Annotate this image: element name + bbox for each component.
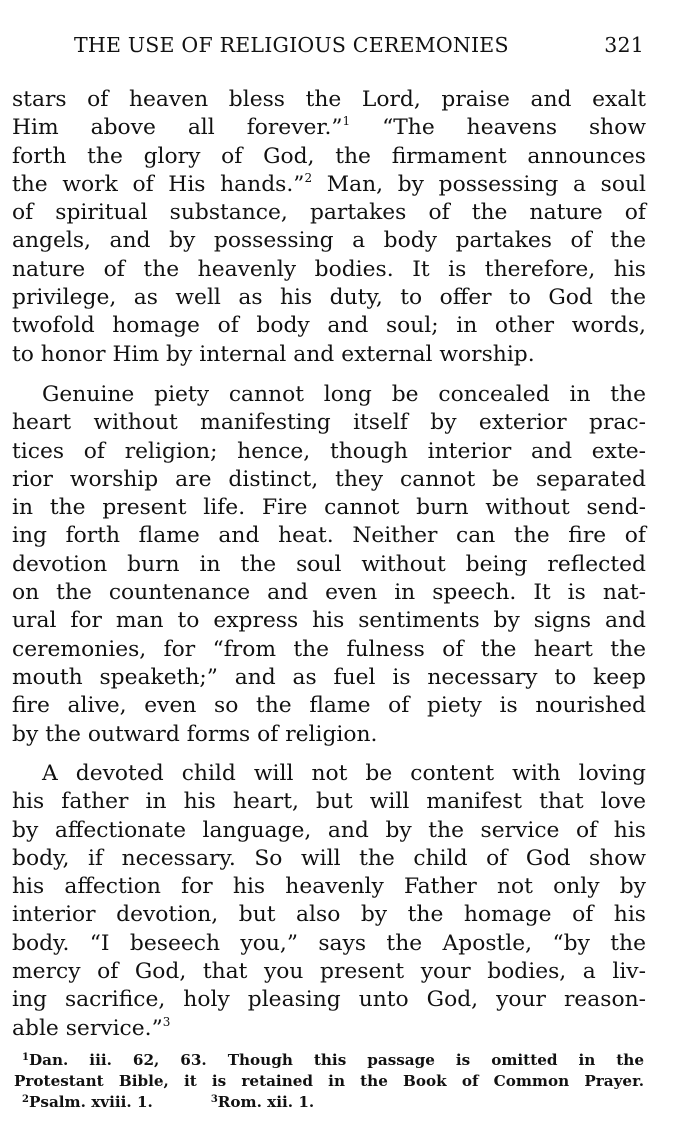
text-line bbox=[12, 114, 646, 142]
text-line: body, if necessary. So will the child of God show bbox=[12, 845, 646, 871]
footnote-2-3 bbox=[14, 1092, 644, 1113]
text-line: privilege, as well as his duty, to offer to God the bbox=[12, 285, 646, 311]
footnote-marker: 3 bbox=[210, 1094, 218, 1105]
text-line: Genuine piety cannot long be concealed in the bbox=[42, 382, 646, 407]
text-line: stars of heaven bless the Lord, praise and exalt bbox=[12, 87, 646, 112]
text-line: ural for man to express his sentiments by signs and bbox=[12, 608, 646, 634]
text-line: to honor Him by internal and external worship. bbox=[12, 341, 535, 367]
text-line: devotion burn in the soul without being reflected bbox=[12, 551, 646, 577]
paragraph-1 bbox=[12, 86, 646, 369]
text-span: the work of His hands.” bbox=[12, 171, 305, 197]
paragraph-3 bbox=[12, 760, 646, 1043]
footnotes bbox=[14, 1050, 644, 1113]
footnote-ref-1: 1 bbox=[342, 114, 351, 129]
chapter-title: THE USE OF RELIGIOUS CEREMONIES bbox=[74, 33, 509, 57]
footnote-ref-3: 3 bbox=[162, 1014, 171, 1029]
text-line: by affectionate language, and by the service of his bbox=[12, 817, 646, 843]
footnote-text: Rom. xii. 1. bbox=[217, 1093, 315, 1111]
text-line: ing sacrifice, holy pleasing unto God, your reason- bbox=[12, 987, 646, 1013]
text-line: his father in his heart, but will manifest that love bbox=[12, 789, 646, 815]
text-line: A devoted child will not be content with loving bbox=[42, 761, 646, 786]
text-span: “The heavens show bbox=[382, 115, 646, 141]
footnote-text: Dan. iii. 62, 63. Though this passage is omitted in the bbox=[28, 1051, 644, 1069]
footnote-marker: 1 bbox=[22, 1052, 29, 1063]
text-line: interior devotion, but also by the homage of his bbox=[12, 902, 646, 928]
footnote-ref-2: 2 bbox=[304, 170, 313, 185]
text-line: mercy of God, that you present your bodies, a liv- bbox=[12, 959, 646, 985]
text-line: mouth speaketh;” and as fuel is necessary to keep bbox=[12, 664, 646, 690]
text-line: rior worship are distinct, they cannot be separated bbox=[12, 466, 646, 492]
text-line: of spiritual substance, partakes of the nature of bbox=[12, 200, 646, 226]
text-line: tices of religion; hence, though interior and exte- bbox=[12, 438, 646, 464]
footnote-1 bbox=[14, 1050, 644, 1071]
text-span: Man, by possessing a soul bbox=[326, 171, 646, 197]
text-line: forth the glory of God, the firmament announces bbox=[12, 143, 646, 169]
text-line: his affection for his heavenly Father not only by bbox=[12, 874, 646, 900]
footnote-1-continued: Protestant Bible, it is retained in the Book of Common Prayer. bbox=[14, 1072, 644, 1090]
paragraph-2 bbox=[12, 381, 646, 749]
text-line: twofold homage of body and soul; in other words, bbox=[12, 313, 646, 339]
footnote-text: Psalm. xviii. 1. bbox=[28, 1093, 153, 1111]
text-line: in the present life. Fire cannot burn without send- bbox=[12, 495, 646, 521]
text-span: able service.” bbox=[12, 1015, 163, 1041]
page-number: 321 bbox=[604, 33, 644, 57]
text-line bbox=[12, 1015, 646, 1043]
text-line: nature of the heavenly bodies. It is therefore, his bbox=[12, 256, 646, 282]
text-line: by the outward forms of religion. bbox=[12, 721, 378, 747]
text-line bbox=[12, 171, 646, 199]
text-line: heart without manifesting itself by exterior prac- bbox=[12, 410, 646, 436]
text-line: body. “I beseech you,” says the Apostle, “by the bbox=[12, 930, 646, 956]
text-line: ing forth flame and heat. Neither can the fire of bbox=[12, 523, 646, 549]
text-line: fire alive, even so the flame of piety is nourished bbox=[12, 693, 646, 719]
text-line: ceremonies, for “from the fulness of the heart the bbox=[12, 636, 646, 662]
text-line: on the countenance and even in speech. It is nat- bbox=[12, 580, 646, 606]
footnote-marker: 2 bbox=[22, 1094, 29, 1105]
text-span: Him above all forever.” bbox=[12, 115, 343, 141]
text-line: angels, and by possessing a body partakes of the bbox=[12, 228, 646, 254]
running-header bbox=[74, 30, 644, 60]
